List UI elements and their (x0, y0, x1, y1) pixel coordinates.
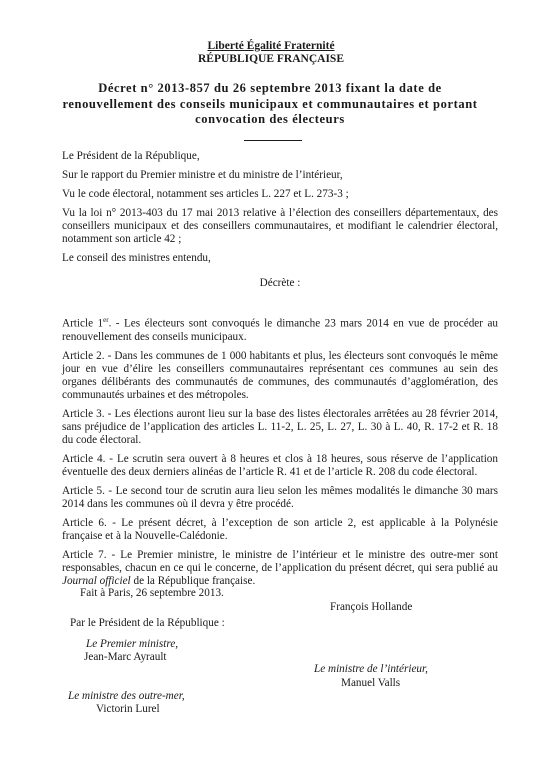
article-1-text: . - Les électeurs sont convoqués le dimanche 23 mars 2014 en vue de procéder au renouvellement des conseils municipaux. (62, 317, 498, 343)
title-divider (244, 140, 302, 141)
decrete-heading: Décrète : (259, 277, 301, 289)
article-1-sup: er (103, 316, 109, 324)
place-date: Fait à Paris, 26 septembre 2013. (80, 587, 224, 599)
preamble-president: Le Président de la République, (62, 150, 200, 162)
article-3: Article 3. - Les élections auront lieu sur la base des listes électorales arrêtées au 28 février 2014, sans préjudice de l’application des articles L. 11-2, L. 25, L. 27, L. 30 à L. 40, R. 17-2 et R. 18 du code électoral. (62, 407, 498, 446)
article-7-after: de la République française. (130, 574, 256, 587)
preamble-loi: Vu la loi n° 2013-403 du 17 mai 2013 relative à l’élection des conseillers départementaux, des conseillers municipaux et des conseillers communautaires, et modifiant le calendrier électoral, notamment son article 42 ; (62, 207, 498, 245)
interior-minister-name: Manuel Valls (341, 677, 401, 689)
interior-minister-title: Le ministre de l’intérieur, (314, 663, 428, 675)
pm-title: Le Premier ministre, (86, 638, 179, 650)
article-7-before: Article 7. - Le Premier ministre, le ministre de l’intérieur et le ministre des outre-mer sont responsables, chacun en ce qui le concerne, de l’application du présent décret, qui sera publié au (62, 548, 498, 574)
article-7 (62, 549, 498, 588)
article-2: Article 2. - Dans les communes de 1 000 habitants et plus, les électeurs sont convoqués le même jour en vue d’élire les conseillers communautaires représentant ces communes au sein des organes délibérants des communautés de communes, des communautés d’agglomération, des communautés urbaines et des métropoles. (62, 349, 498, 401)
preamble-code: Vu le code électoral, notamment ses articles L. 227 et L. 273-3 ; (62, 188, 349, 200)
by-president: Par le Président de la République : (70, 617, 225, 629)
outremer-minister-title: Le ministre des outre-mer, (68, 690, 185, 702)
preamble-report: Sur le rapport du Premier ministre et du ministre de l’intérieur, (62, 169, 343, 181)
article-4: Article 4. - Le scrutin sera ouvert à 8 heures et clos à 18 heures, sous réserve de l’application éventuelle des deux derniers alinéas de l’article R. 41 et de l’article R. 208 du code électoral. (62, 452, 498, 478)
article-6: Article 6. - Le présent décret, à l’exception de son article 2, est applicable à la Polynésie française et à la Nouvelle-Calédonie. (62, 516, 498, 542)
article-1 (62, 314, 498, 344)
republic-name: RÉPUBLIQUE FRANÇAISE (197, 53, 344, 65)
president-signature: François Hollande (330, 601, 413, 613)
decree-title: Décret n° 2013-857 du 26 septembre 2013 fixant la date de renouvellement des conseils municipaux et communautaires et portant convocation des électeurs (62, 81, 478, 126)
article-5: Article 5. - Le second tour de scrutin aura lieu selon les mêmes modalités le dimanche 30 mars 2014 dans les communes où il devra y être procédé. (62, 484, 498, 510)
article-1-prefix: Article 1 (62, 317, 104, 330)
republic-motto: Liberté Égalité Fraternité (207, 40, 335, 52)
outremer-minister-name: Victorin Lurel (96, 703, 160, 715)
pm-name: Jean-Marc Ayrault (84, 651, 167, 663)
decree-body (62, 150, 498, 594)
preamble-council: Le conseil des ministres entendu, (62, 252, 211, 264)
article-7-journal: Journal officiel (62, 574, 131, 587)
